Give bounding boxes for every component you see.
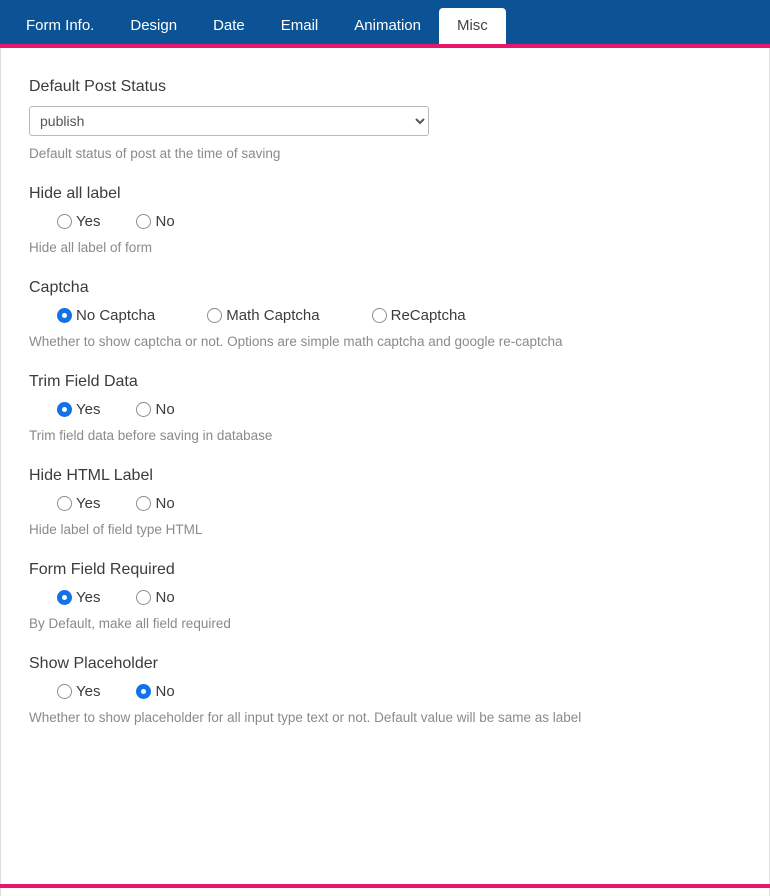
radio-option-label: No bbox=[155, 589, 175, 606]
field-description: Whether to show captcha or not. Options are simple math captcha and google re-captcha bbox=[29, 334, 563, 349]
field-label: Show Placeholder bbox=[29, 655, 158, 672]
radio-option-label: No bbox=[155, 495, 175, 512]
field-description: By Default, make all field required bbox=[29, 616, 231, 631]
bottom-spacer bbox=[0, 888, 770, 896]
radio-button-icon[interactable] bbox=[57, 402, 72, 417]
radio-option-no[interactable] bbox=[136, 401, 174, 418]
radio-option-yes[interactable] bbox=[57, 401, 100, 418]
radio-button-icon[interactable] bbox=[136, 684, 151, 699]
radio-option-label: No bbox=[155, 213, 175, 230]
field-description: Trim field data before saving in database bbox=[29, 428, 273, 443]
radio-option-label: Yes bbox=[76, 683, 101, 700]
default-post-status-select[interactable] bbox=[29, 106, 429, 136]
misc-settings-panel bbox=[0, 48, 770, 884]
radio-button-icon[interactable] bbox=[57, 590, 72, 605]
radio-group-show-placeholder bbox=[29, 683, 741, 700]
tab-email[interactable]: Email bbox=[280, 17, 319, 34]
tab-design[interactable]: Design bbox=[130, 17, 178, 34]
radio-group-form-field-required bbox=[29, 589, 741, 606]
field-description: Hide all label of form bbox=[29, 240, 153, 255]
radio-option-no[interactable] bbox=[136, 589, 174, 606]
field-captcha bbox=[29, 279, 741, 349]
field-show-placeholder bbox=[29, 655, 741, 725]
field-label: Trim Field Data bbox=[29, 373, 138, 390]
radio-group-captcha bbox=[29, 307, 741, 324]
radio-option-yes[interactable] bbox=[57, 683, 100, 700]
radio-option-no[interactable] bbox=[136, 683, 174, 700]
radio-option-no-captcha[interactable] bbox=[57, 307, 155, 324]
tab-date[interactable]: Date bbox=[213, 17, 245, 34]
radio-option-label: No bbox=[155, 683, 175, 700]
tab-form-info[interactable]: Form Info. bbox=[26, 17, 95, 34]
field-form-field-required bbox=[29, 561, 741, 631]
field-label: Default Post Status bbox=[29, 78, 166, 95]
radio-button-icon[interactable] bbox=[136, 590, 151, 605]
radio-option-math-captcha[interactable] bbox=[207, 307, 319, 324]
radio-group-hide-html-label bbox=[29, 495, 741, 512]
field-label: Hide all label bbox=[29, 185, 121, 202]
tab-animation[interactable]: Animation bbox=[354, 17, 421, 34]
radio-option-no[interactable] bbox=[136, 213, 174, 230]
field-description: Hide label of field type HTML bbox=[29, 522, 203, 537]
radio-group-hide-all-label bbox=[29, 213, 741, 230]
radio-option-label: No Captcha bbox=[76, 307, 156, 324]
radio-option-label: Yes bbox=[76, 495, 101, 512]
radio-option-label: Yes bbox=[76, 213, 101, 230]
radio-button-icon[interactable] bbox=[136, 496, 151, 511]
radio-button-icon[interactable] bbox=[372, 308, 387, 323]
field-description: Default status of post at the time of saving bbox=[29, 146, 281, 161]
field-description: Whether to show placeholder for all input type text or not. Default value will be same as label bbox=[29, 710, 582, 725]
radio-option-no[interactable] bbox=[136, 495, 174, 512]
tab-bar bbox=[0, 0, 770, 44]
field-hide-html-label bbox=[29, 467, 741, 537]
radio-button-icon[interactable] bbox=[57, 214, 72, 229]
field-trim-field-data bbox=[29, 373, 741, 443]
radio-button-icon[interactable] bbox=[57, 684, 72, 699]
radio-group-trim-field-data bbox=[29, 401, 741, 418]
radio-option-recaptcha[interactable] bbox=[372, 307, 466, 324]
radio-option-label: ReCaptcha bbox=[390, 307, 466, 324]
field-default-post-status bbox=[29, 78, 741, 161]
radio-option-label: Yes bbox=[76, 401, 101, 418]
field-label: Hide HTML Label bbox=[29, 467, 153, 484]
field-label: Captcha bbox=[29, 279, 89, 296]
radio-option-yes[interactable] bbox=[57, 495, 100, 512]
field-label: Form Field Required bbox=[29, 561, 175, 578]
radio-button-icon[interactable] bbox=[136, 402, 151, 417]
radio-option-label: No bbox=[155, 401, 175, 418]
radio-option-yes[interactable] bbox=[57, 213, 100, 230]
tab-misc[interactable]: Misc bbox=[439, 8, 506, 44]
radio-option-label: Math Captcha bbox=[226, 307, 320, 324]
radio-button-icon[interactable] bbox=[207, 308, 222, 323]
radio-button-icon[interactable] bbox=[136, 214, 151, 229]
radio-button-icon[interactable] bbox=[57, 496, 72, 511]
radio-option-label: Yes bbox=[76, 589, 101, 606]
radio-option-yes[interactable] bbox=[57, 589, 100, 606]
field-hide-all-label bbox=[29, 185, 741, 255]
radio-button-icon[interactable] bbox=[57, 308, 72, 323]
